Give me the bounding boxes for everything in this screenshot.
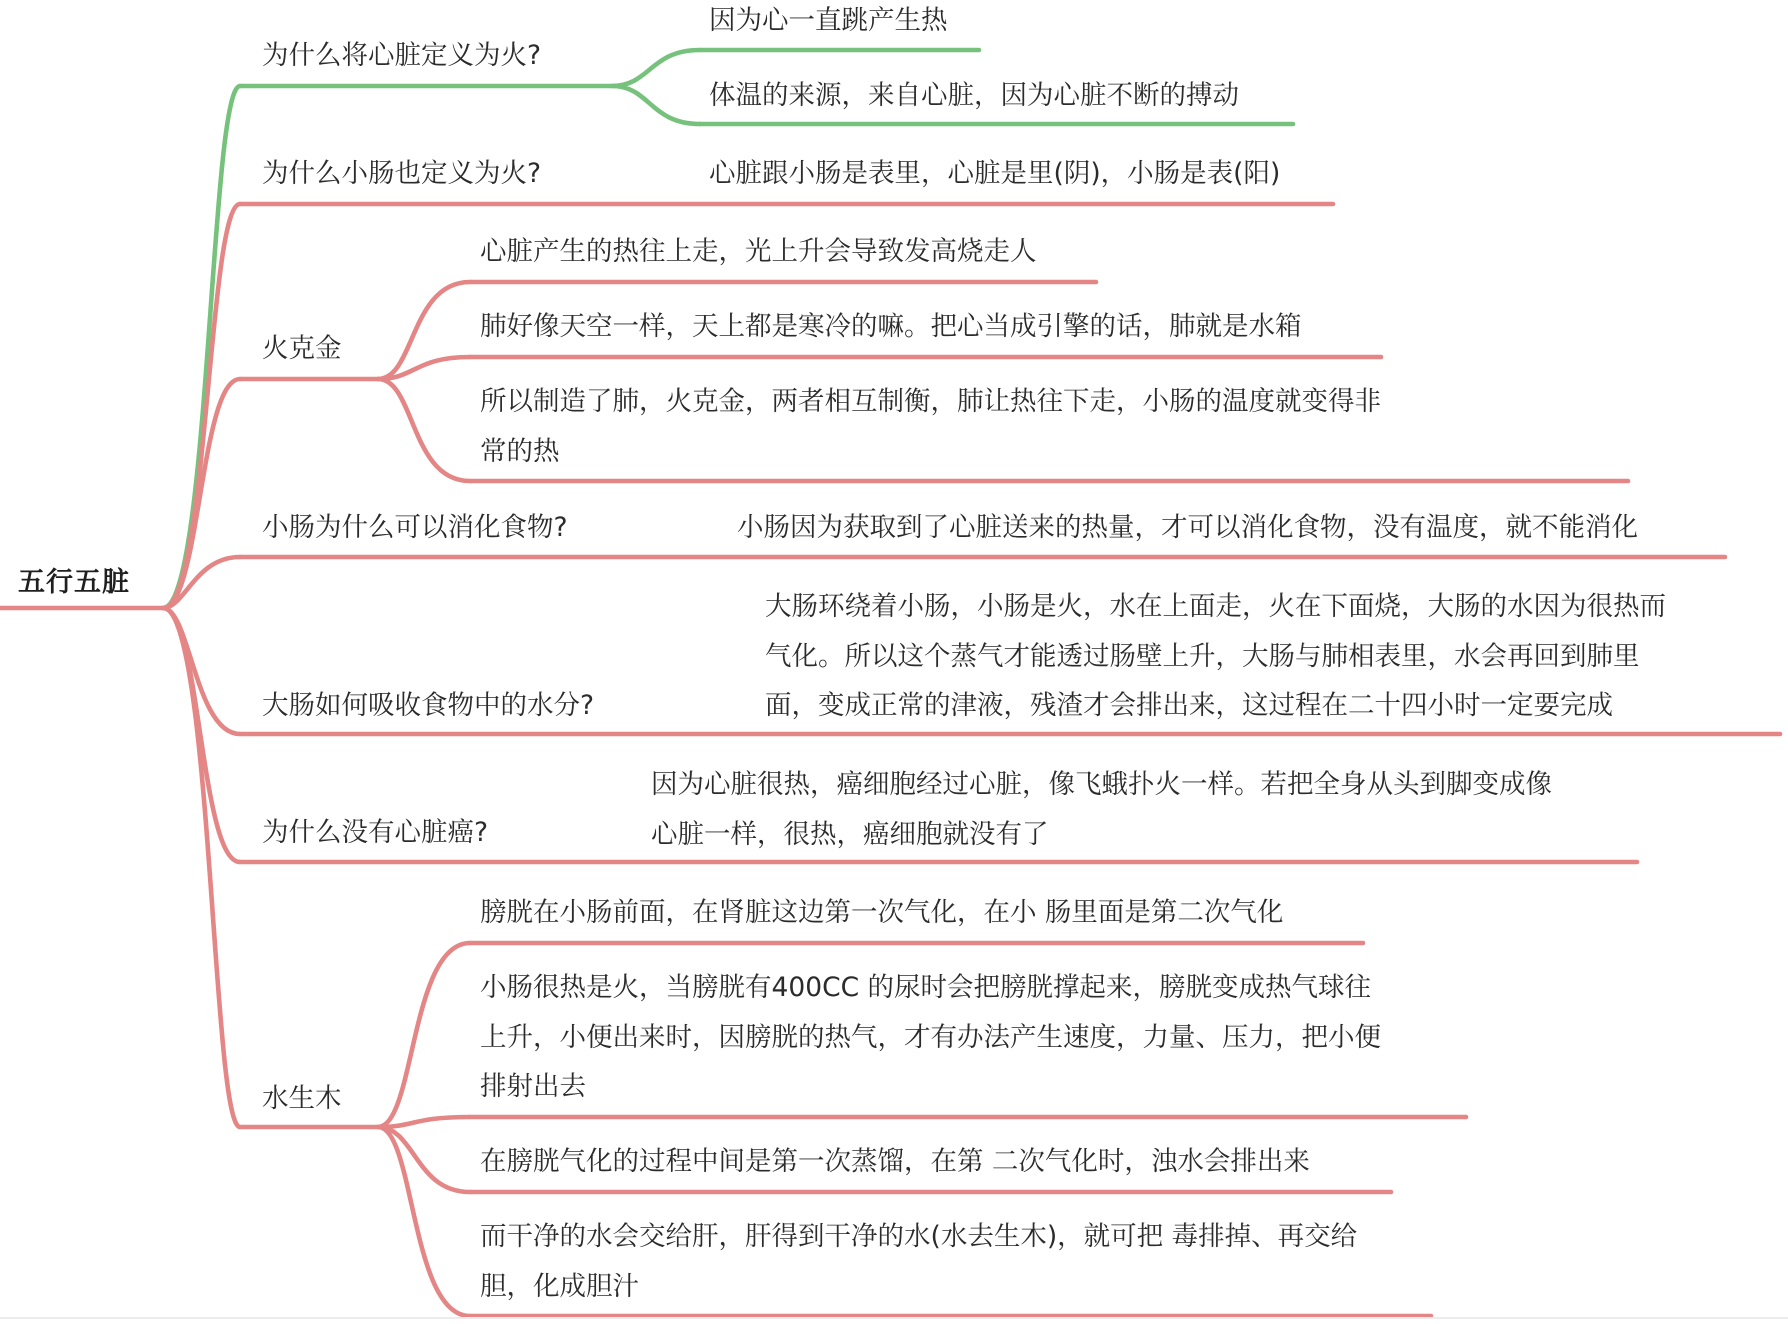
- leaf-node[interactable]: [651, 760, 1552, 859]
- leaf-text-line: 心脏产生的热往上走，光上升会导致发高烧走人: [480, 236, 1037, 267]
- topic-node[interactable]: 水生木: [262, 1083, 342, 1114]
- topic-node[interactable]: 为什么将心脏定义为火?: [262, 40, 542, 71]
- leaf-text-line: 胆，化成胆汁: [480, 1270, 639, 1302]
- topic-node[interactable]: 为什么小肠也定义为火?: [262, 158, 542, 189]
- leaf-text-line: 体温的来源，来自心脏，因为心脏不断的搏动: [709, 80, 1239, 111]
- leaf-node[interactable]: [709, 71, 1239, 121]
- leaf-text-line: 心脏跟小肠是表里，心脏是里(阴)，小肠是表(阳): [709, 158, 1281, 189]
- leaf-text-line: 膀胱在小肠前面，在肾脏这边第一次气化，在小 肠里面是第二次气化: [480, 897, 1284, 928]
- leaf-text-line: 而干净的水会交给肝，肝得到干净的水(水去生木)，就可把 毒排掉、再交给: [480, 1221, 1358, 1252]
- leaf-node[interactable]: [765, 582, 1666, 731]
- topic-node[interactable]: 小肠为什么可以消化食物?: [262, 512, 568, 543]
- root-node[interactable]: 五行五脏: [18, 567, 130, 598]
- leaf-text-line: 排射出去: [480, 1071, 586, 1102]
- leaf-node[interactable]: [480, 377, 1381, 476]
- leaf-node[interactable]: [480, 888, 1283, 938]
- leaf-text-line: 上升，小便出来时，因膀胱的热气，才有办法产生速度，力量、压力，把小便: [480, 1021, 1381, 1053]
- edge-topic-1-leaf-1: [612, 50, 700, 86]
- leaf-text-line: 小肠很热是火，当膀胱有400CC 的尿时会把膀胱撑起来，膀胱变成热气球往: [480, 972, 1372, 1003]
- edge-topic-3-leaf-3: [378, 379, 470, 481]
- leaf-text-line: 肺好像天空一样，天上都是寒冷的嘛。把心当成引擎的话，肺就是水箱: [480, 311, 1302, 342]
- topic-node[interactable]: 大肠如何吸收食物中的水分?: [262, 690, 595, 721]
- edge-topic-3-leaf-2: [378, 357, 470, 379]
- edge-topic-7-leaf-1: [378, 943, 470, 1127]
- leaf-text-line: 面，变成正常的津液，残渣才会排出来，这过程在二十四小时一定要完成: [765, 690, 1613, 721]
- edge-root-topic-1: [163, 86, 240, 608]
- leaf-node[interactable]: [480, 1137, 1310, 1187]
- leaf-node[interactable]: [709, 0, 948, 46]
- topic-node[interactable]: 火克金: [262, 333, 342, 364]
- edge-topic-7-leaf-4: [378, 1127, 470, 1316]
- leaf-node[interactable]: [737, 503, 1638, 553]
- leaf-node[interactable]: [480, 1212, 1357, 1311]
- leaf-text-line: 因为心脏很热，癌细胞经过心脏，像飞蛾扑火一样。若把全身从头到脚变成像: [651, 769, 1552, 800]
- leaf-node[interactable]: [480, 963, 1381, 1112]
- edge-root-topic-5: [163, 608, 240, 734]
- edge-topic-1-leaf-2: [612, 86, 700, 124]
- bottom-divider: [0, 1317, 1788, 1319]
- topic-node[interactable]: 为什么没有心脏癌?: [262, 817, 489, 848]
- leaf-node[interactable]: [480, 227, 1037, 277]
- leaf-text-line: 所以制造了肺，火克金，两者相互制衡，肺让热往下走，小肠的温度就变得非: [480, 386, 1381, 417]
- leaf-text-line: 小肠因为获取到了心脏送来的热量，才可以消化食物，没有温度，就不能消化: [737, 512, 1638, 543]
- edge-root-topic-4: [163, 557, 240, 608]
- leaf-text-line: 气化。所以这个蒸气才能透过肠壁上升，大肠与肺相表里，水会再回到肺里: [765, 640, 1640, 672]
- leaf-text-line: 常的热: [480, 435, 560, 467]
- leaf-node[interactable]: [480, 302, 1302, 352]
- leaf-text-line: 在膀胱气化的过程中间是第一次蒸馏，在第 二次气化时，浊水会排出来: [480, 1146, 1310, 1177]
- leaf-text-line: 因为心一直跳产生热: [709, 5, 948, 36]
- leaf-node[interactable]: [709, 149, 1280, 199]
- leaf-text-line: 大肠环绕着小肠，小肠是火，水在上面走，火在下面烧，大肠的水因为很热而: [765, 591, 1666, 622]
- edge-root-topic-6: [163, 608, 240, 862]
- leaf-text-line: 心脏一样，很热，癌细胞就没有了: [651, 818, 1049, 850]
